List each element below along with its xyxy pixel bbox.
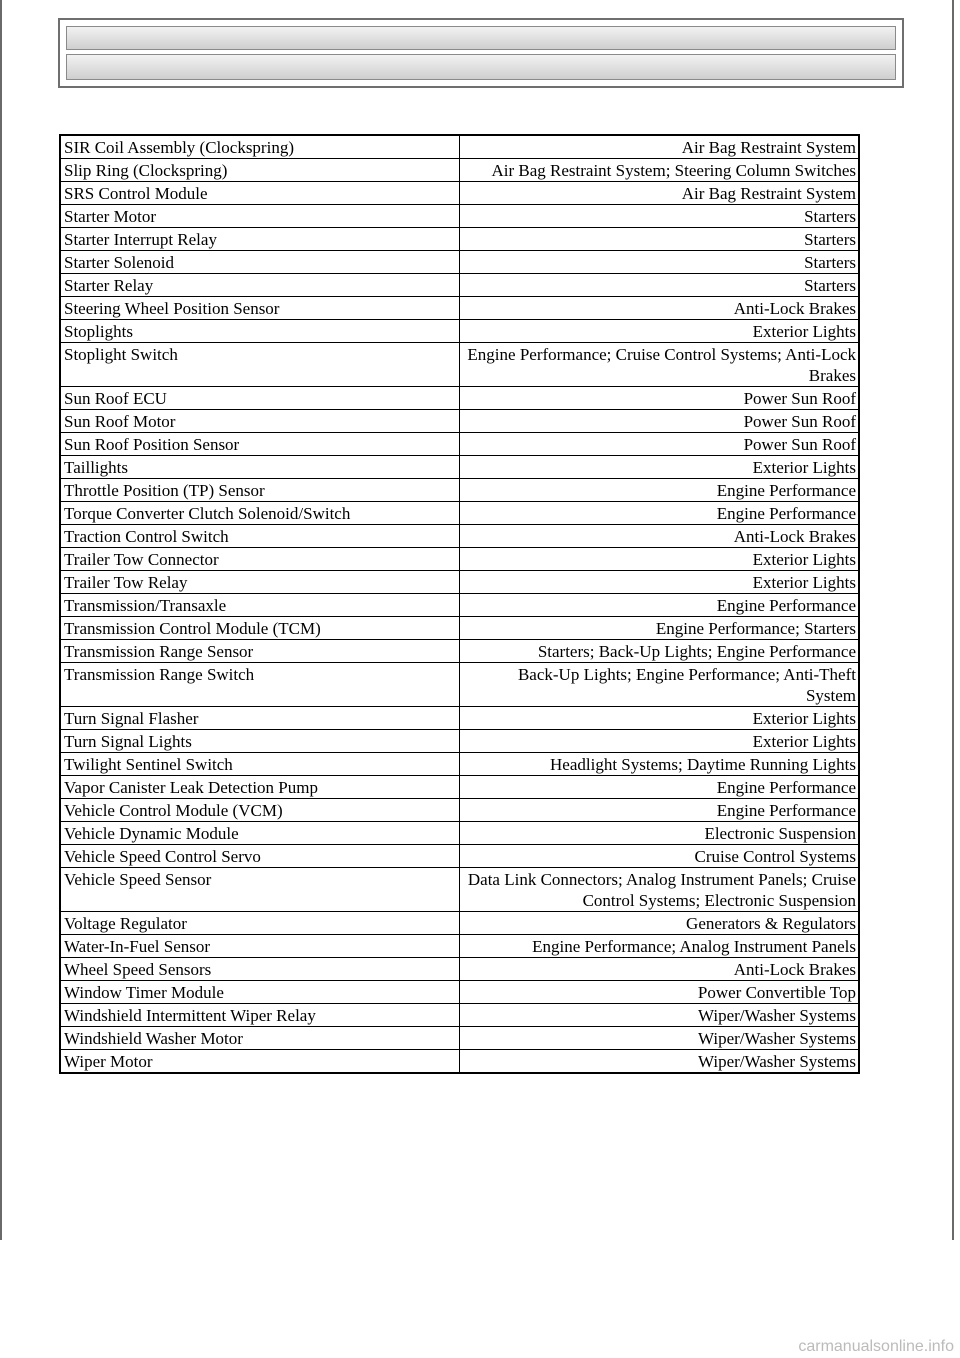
- table-row: [61, 1027, 858, 1050]
- header-bar-top: [66, 26, 896, 50]
- component-cell: Wiper Motor: [61, 1050, 460, 1072]
- table-row: [61, 251, 858, 274]
- section-cell: Exterior Lights: [752, 322, 856, 341]
- table-row: [61, 502, 858, 525]
- table-row: [61, 571, 858, 594]
- table-row: [61, 479, 858, 502]
- table-row: [61, 548, 858, 571]
- page-left-border: [0, 0, 2, 1240]
- section-cell: Engine Performance: [716, 801, 856, 820]
- section-cell: Anti-Lock Brakes: [733, 299, 856, 318]
- header-bar-bottom: [66, 54, 896, 80]
- table-row: [61, 159, 858, 182]
- section-cell: Air Bag Restraint System; Steering Column Switches: [491, 161, 856, 180]
- section-cell: Wiper/Washer Systems: [698, 1006, 856, 1025]
- table-row: [61, 845, 858, 868]
- table-row: [61, 274, 858, 297]
- component-cell: Voltage Regulator: [61, 912, 460, 934]
- section-cell: Wiper/Washer Systems: [698, 1029, 856, 1048]
- table-row: [61, 1050, 858, 1072]
- section-cell: Engine Performance: [716, 481, 856, 500]
- component-cell: Transmission Range Switch: [61, 663, 460, 706]
- table-row: [61, 410, 858, 433]
- table-row: [61, 297, 858, 320]
- component-cell: Slip Ring (Clockspring): [61, 159, 460, 181]
- section-cell: Anti-Lock Brakes: [733, 527, 856, 546]
- component-cell: Traction Control Switch: [61, 525, 460, 547]
- section-cell: Back-Up Lights; Engine Performance; Anti-Theft System: [517, 665, 856, 705]
- section-cell: Engine Performance; Cruise Control Systems; Anti-Lock Brakes: [467, 345, 856, 385]
- table-row: [61, 730, 858, 753]
- table-row: [61, 456, 858, 479]
- section-cell: Starters; Back-Up Lights; Engine Performance: [537, 642, 856, 661]
- component-cell: Water-In-Fuel Sensor: [61, 935, 460, 957]
- table-row: [61, 343, 858, 387]
- section-cell: Air Bag Restraint System: [681, 138, 856, 157]
- component-cell: Sun Roof Position Sensor: [61, 433, 460, 455]
- table-row: [61, 663, 858, 707]
- section-cell: Exterior Lights: [752, 550, 856, 569]
- page-right-border: [952, 0, 954, 1240]
- component-cell: Windshield Washer Motor: [61, 1027, 460, 1049]
- table-row: [61, 594, 858, 617]
- component-cell: Starter Solenoid: [61, 251, 460, 273]
- component-cell: Vehicle Speed Sensor: [61, 868, 460, 911]
- component-cell: Vehicle Dynamic Module: [61, 822, 460, 844]
- component-cell: Stoplights: [61, 320, 460, 342]
- table-row: [61, 525, 858, 548]
- component-cell: Torque Converter Clutch Solenoid/Switch: [61, 502, 460, 524]
- table-row: [61, 958, 858, 981]
- section-cell: Power Sun Roof: [743, 412, 856, 431]
- section-cell: Power Sun Roof: [743, 389, 856, 408]
- section-cell: Data Link Connectors; Analog Instrument Panels; Cruise Control Systems; Electronic Suspension: [467, 870, 856, 910]
- section-cell: Air Bag Restraint System: [681, 184, 856, 203]
- component-index-table: [59, 134, 860, 1074]
- document-header-frame: [58, 18, 904, 88]
- component-cell: Vapor Canister Leak Detection Pump: [61, 776, 460, 798]
- component-cell: Steering Wheel Position Sensor: [61, 297, 460, 319]
- component-cell: Starter Motor: [61, 205, 460, 227]
- section-cell: Generators & Regulators: [686, 914, 856, 933]
- component-cell: Window Timer Module: [61, 981, 460, 1003]
- section-cell: Engine Performance: [716, 504, 856, 523]
- component-cell: Sun Roof ECU: [61, 387, 460, 409]
- table-row: [61, 617, 858, 640]
- watermark-text: carmanualsonline.info: [798, 1338, 954, 1355]
- section-cell: Exterior Lights: [752, 732, 856, 751]
- table-row: [61, 228, 858, 251]
- section-cell: Exterior Lights: [752, 709, 856, 728]
- table-row: [61, 981, 858, 1004]
- section-cell: Headlight Systems; Daytime Running Lights: [550, 755, 856, 774]
- section-cell: Starters: [804, 276, 856, 295]
- section-cell: Exterior Lights: [752, 573, 856, 592]
- table-row: [61, 136, 858, 159]
- section-cell: Wiper/Washer Systems: [698, 1052, 856, 1071]
- section-cell: Power Sun Roof: [743, 435, 856, 454]
- table-row: [61, 868, 858, 912]
- section-cell: Electronic Suspension: [704, 824, 856, 843]
- component-cell: Starter Interrupt Relay: [61, 228, 460, 250]
- section-cell: Engine Performance; Starters: [655, 619, 856, 638]
- component-cell: Throttle Position (TP) Sensor: [61, 479, 460, 501]
- component-cell: Sun Roof Motor: [61, 410, 460, 432]
- component-cell: Windshield Intermittent Wiper Relay: [61, 1004, 460, 1026]
- table-row: [61, 912, 858, 935]
- component-cell: Vehicle Speed Control Servo: [61, 845, 460, 867]
- component-cell: Transmission Range Sensor: [61, 640, 460, 662]
- section-cell: Power Convertible Top: [697, 983, 856, 1002]
- component-cell: Wheel Speed Sensors: [61, 958, 460, 980]
- component-cell: Twilight Sentinel Switch: [61, 753, 460, 775]
- section-cell: Engine Performance: [716, 596, 856, 615]
- component-cell: Stoplight Switch: [61, 343, 460, 386]
- component-cell: Vehicle Control Module (VCM): [61, 799, 460, 821]
- section-cell: Starters: [804, 253, 856, 272]
- component-cell: Starter Relay: [61, 274, 460, 296]
- section-cell: Engine Performance; Analog Instrument Panels: [532, 937, 856, 956]
- component-cell: Transmission/Transaxle: [61, 594, 460, 616]
- table-row: [61, 822, 858, 845]
- table-row: [61, 799, 858, 822]
- component-cell: Taillights: [61, 456, 460, 478]
- section-cell: Starters: [804, 230, 856, 249]
- section-cell: Anti-Lock Brakes: [733, 960, 856, 979]
- table-row: [61, 935, 858, 958]
- table-row: [61, 707, 858, 730]
- section-cell: Cruise Control Systems: [694, 847, 856, 866]
- component-cell: Transmission Control Module (TCM): [61, 617, 460, 639]
- section-cell: Engine Performance: [716, 778, 856, 797]
- section-cell: Exterior Lights: [752, 458, 856, 477]
- component-cell: Turn Signal Lights: [61, 730, 460, 752]
- component-cell: Trailer Tow Relay: [61, 571, 460, 593]
- table-row: [61, 387, 858, 410]
- table-row: [61, 640, 858, 663]
- table-row: [61, 776, 858, 799]
- table-row: [61, 205, 858, 228]
- table-row: [61, 1004, 858, 1027]
- component-cell: Turn Signal Flasher: [61, 707, 460, 729]
- section-cell: Starters: [804, 207, 856, 226]
- table-row: [61, 433, 858, 456]
- component-cell: SIR Coil Assembly (Clockspring): [61, 136, 460, 158]
- table-row: [61, 182, 858, 205]
- table-row: [61, 753, 858, 776]
- component-cell: Trailer Tow Connector: [61, 548, 460, 570]
- component-cell: SRS Control Module: [61, 182, 460, 204]
- table-row: [61, 320, 858, 343]
